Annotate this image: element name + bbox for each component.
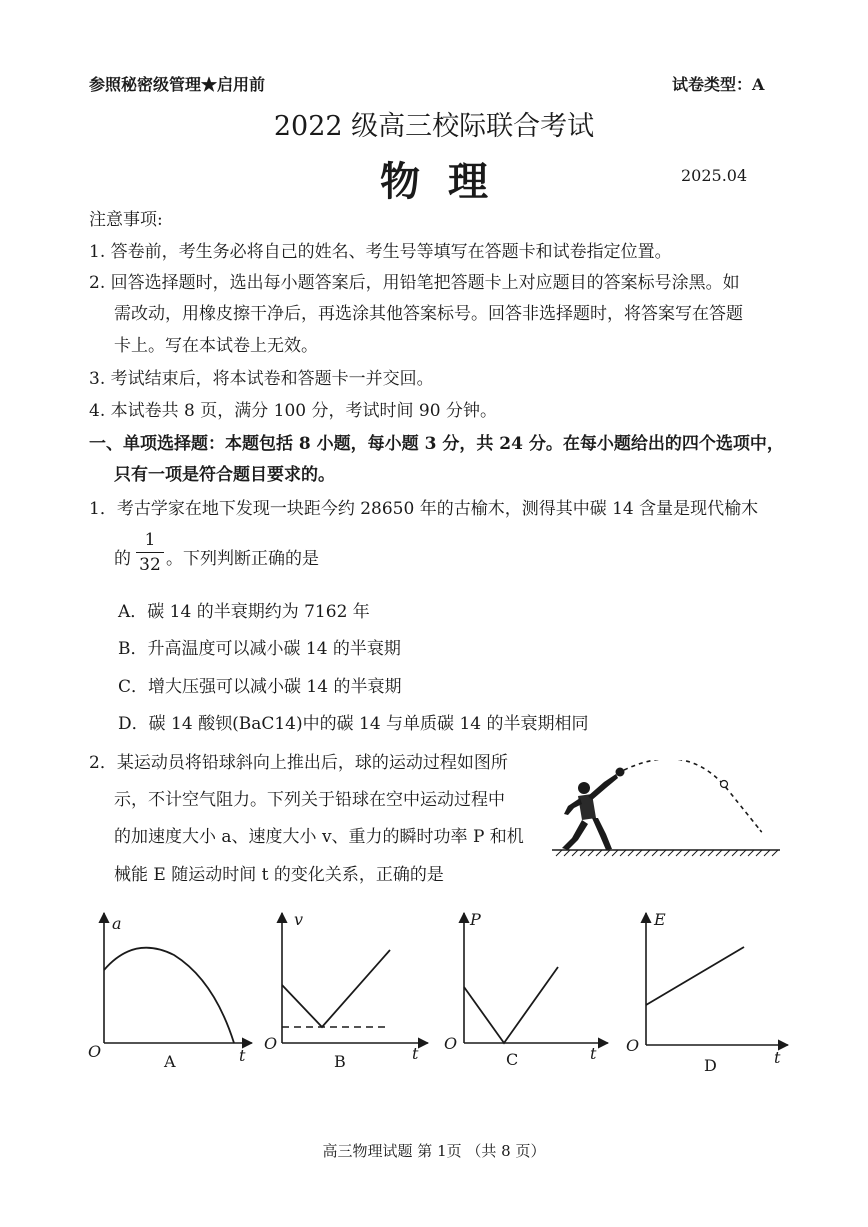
shot-put-illustration (548, 760, 788, 865)
q1-stem-prefix: 的 (114, 549, 131, 569)
exam-date: 2025.04 (681, 166, 748, 185)
q1-fraction (136, 530, 164, 575)
graph-d-option-label: D (704, 1056, 717, 1075)
graph-b-origin: O (264, 1034, 278, 1053)
graph-d (620, 905, 795, 1075)
graph-d-origin: O (626, 1036, 640, 1055)
ball-in-flight (721, 781, 728, 788)
confidentiality-label: 参照秘密级管理★启用前 (89, 75, 266, 94)
graph-c-option-label: C (506, 1050, 519, 1069)
notice-item-3: 3. 考试结束后，将本试卷和答题卡一并交回。 (89, 369, 434, 389)
graph-b-x-label: t (412, 1044, 419, 1063)
page-footer: 高三物理试题 第 1页 （共 8 页） (322, 1142, 546, 1160)
section-heading: 一、单项选择题：本题包括 8 小题，每小题 3 分，共 24 分。在每小题给出的四个选项中， (89, 434, 784, 454)
graph-a-y-label: a (112, 914, 122, 933)
trajectory-path (624, 760, 761, 832)
graph-b-option-label: B (334, 1052, 346, 1071)
ground-hatching (556, 850, 778, 856)
q1-stem-suffix: 。下列判断正确的是 (166, 549, 319, 569)
notice-item-2-cont2: 卡上。写在本试卷上无效。 (114, 336, 318, 356)
graph-c-origin: O (444, 1034, 458, 1053)
graph-c-y-label: P (470, 910, 481, 929)
exam-title: 2022 级高三校际联合考试 (273, 111, 595, 142)
q1-option-b: B．升高温度可以减小碳 14 的半衰期 (118, 639, 401, 659)
graph-d-x-label: t (774, 1048, 781, 1067)
fraction-bar (136, 552, 164, 553)
notice-item-2: 2. 回答选择题时，选出每小题答案后，用铅笔把答题卡上对应题目的答案标号涂黑。如 (89, 273, 740, 293)
fraction-denominator: 32 (139, 555, 161, 575)
fraction-numerator: 1 (144, 530, 156, 550)
graph-c (440, 905, 615, 1075)
notice-item-1: 1. 答卷前，考生务必将自己的姓名、考生号等填写在答题卡和试卷指定位置。 (89, 242, 672, 262)
graph-d-curve (646, 947, 744, 1005)
q1-stem: 1．考古学家在地下发现一块距今约 28650 年的古榆木，测得其中碳 14 含量是现代榆木 (89, 499, 759, 519)
q2-stem-2: 示，不计空气阻力。下列关于铅球在空中运动过程中 (114, 790, 505, 810)
graph-a-option-label: A (164, 1052, 176, 1071)
q2-stem-3: 的加速度大小 a、速度大小 v、重力的瞬时功率 P 和机 (114, 827, 524, 847)
graph-b-curve (282, 950, 390, 1027)
q2-stem-4: 械能 E 随运动时间 t 的变化关系，正确的是 (114, 865, 444, 885)
q1-option-d: D．碳 14 酸钡(BaC14)中的碳 14 与单质碳 14 的半衰期相同 (118, 714, 589, 734)
notice-heading: 注意事项: (89, 210, 163, 230)
q1-option-a: A．碳 14 的半衰期约为 7162 年 (118, 602, 370, 622)
graph-b-y-label: v (294, 910, 304, 929)
graph-b (260, 905, 435, 1075)
subject-title: 物理 (380, 158, 516, 205)
notice-item-2-cont: 需改动，用橡皮擦干净后，再选涂其他答案标号。回答非选择题时，将答案写在答题 (114, 304, 743, 324)
athlete-figure (562, 774, 618, 850)
notice-item-4: 4. 本试卷共 8 页，满分 100 分，考试时间 90 分钟。 (89, 401, 497, 421)
q2-stem-1: 2．某运动员将铅球斜向上推出后，球的运动过程如图所 (89, 753, 508, 773)
graph-a-origin: O (88, 1042, 102, 1061)
shot-put-ball (616, 768, 625, 777)
section-heading-cont: 只有一项是符合题目要求的。 (114, 465, 335, 485)
graph-c-x-label: t (590, 1044, 597, 1063)
paper-type-label: 试卷类型：A (672, 75, 765, 94)
graph-a (84, 905, 259, 1075)
graph-a-curve (104, 948, 234, 1043)
graph-d-y-label: E (654, 910, 666, 929)
graph-a-x-label: t (239, 1046, 246, 1065)
graph-c-curve (464, 967, 558, 1043)
q1-option-c: C．增大压强可以减小碳 14 的半衰期 (118, 677, 402, 697)
